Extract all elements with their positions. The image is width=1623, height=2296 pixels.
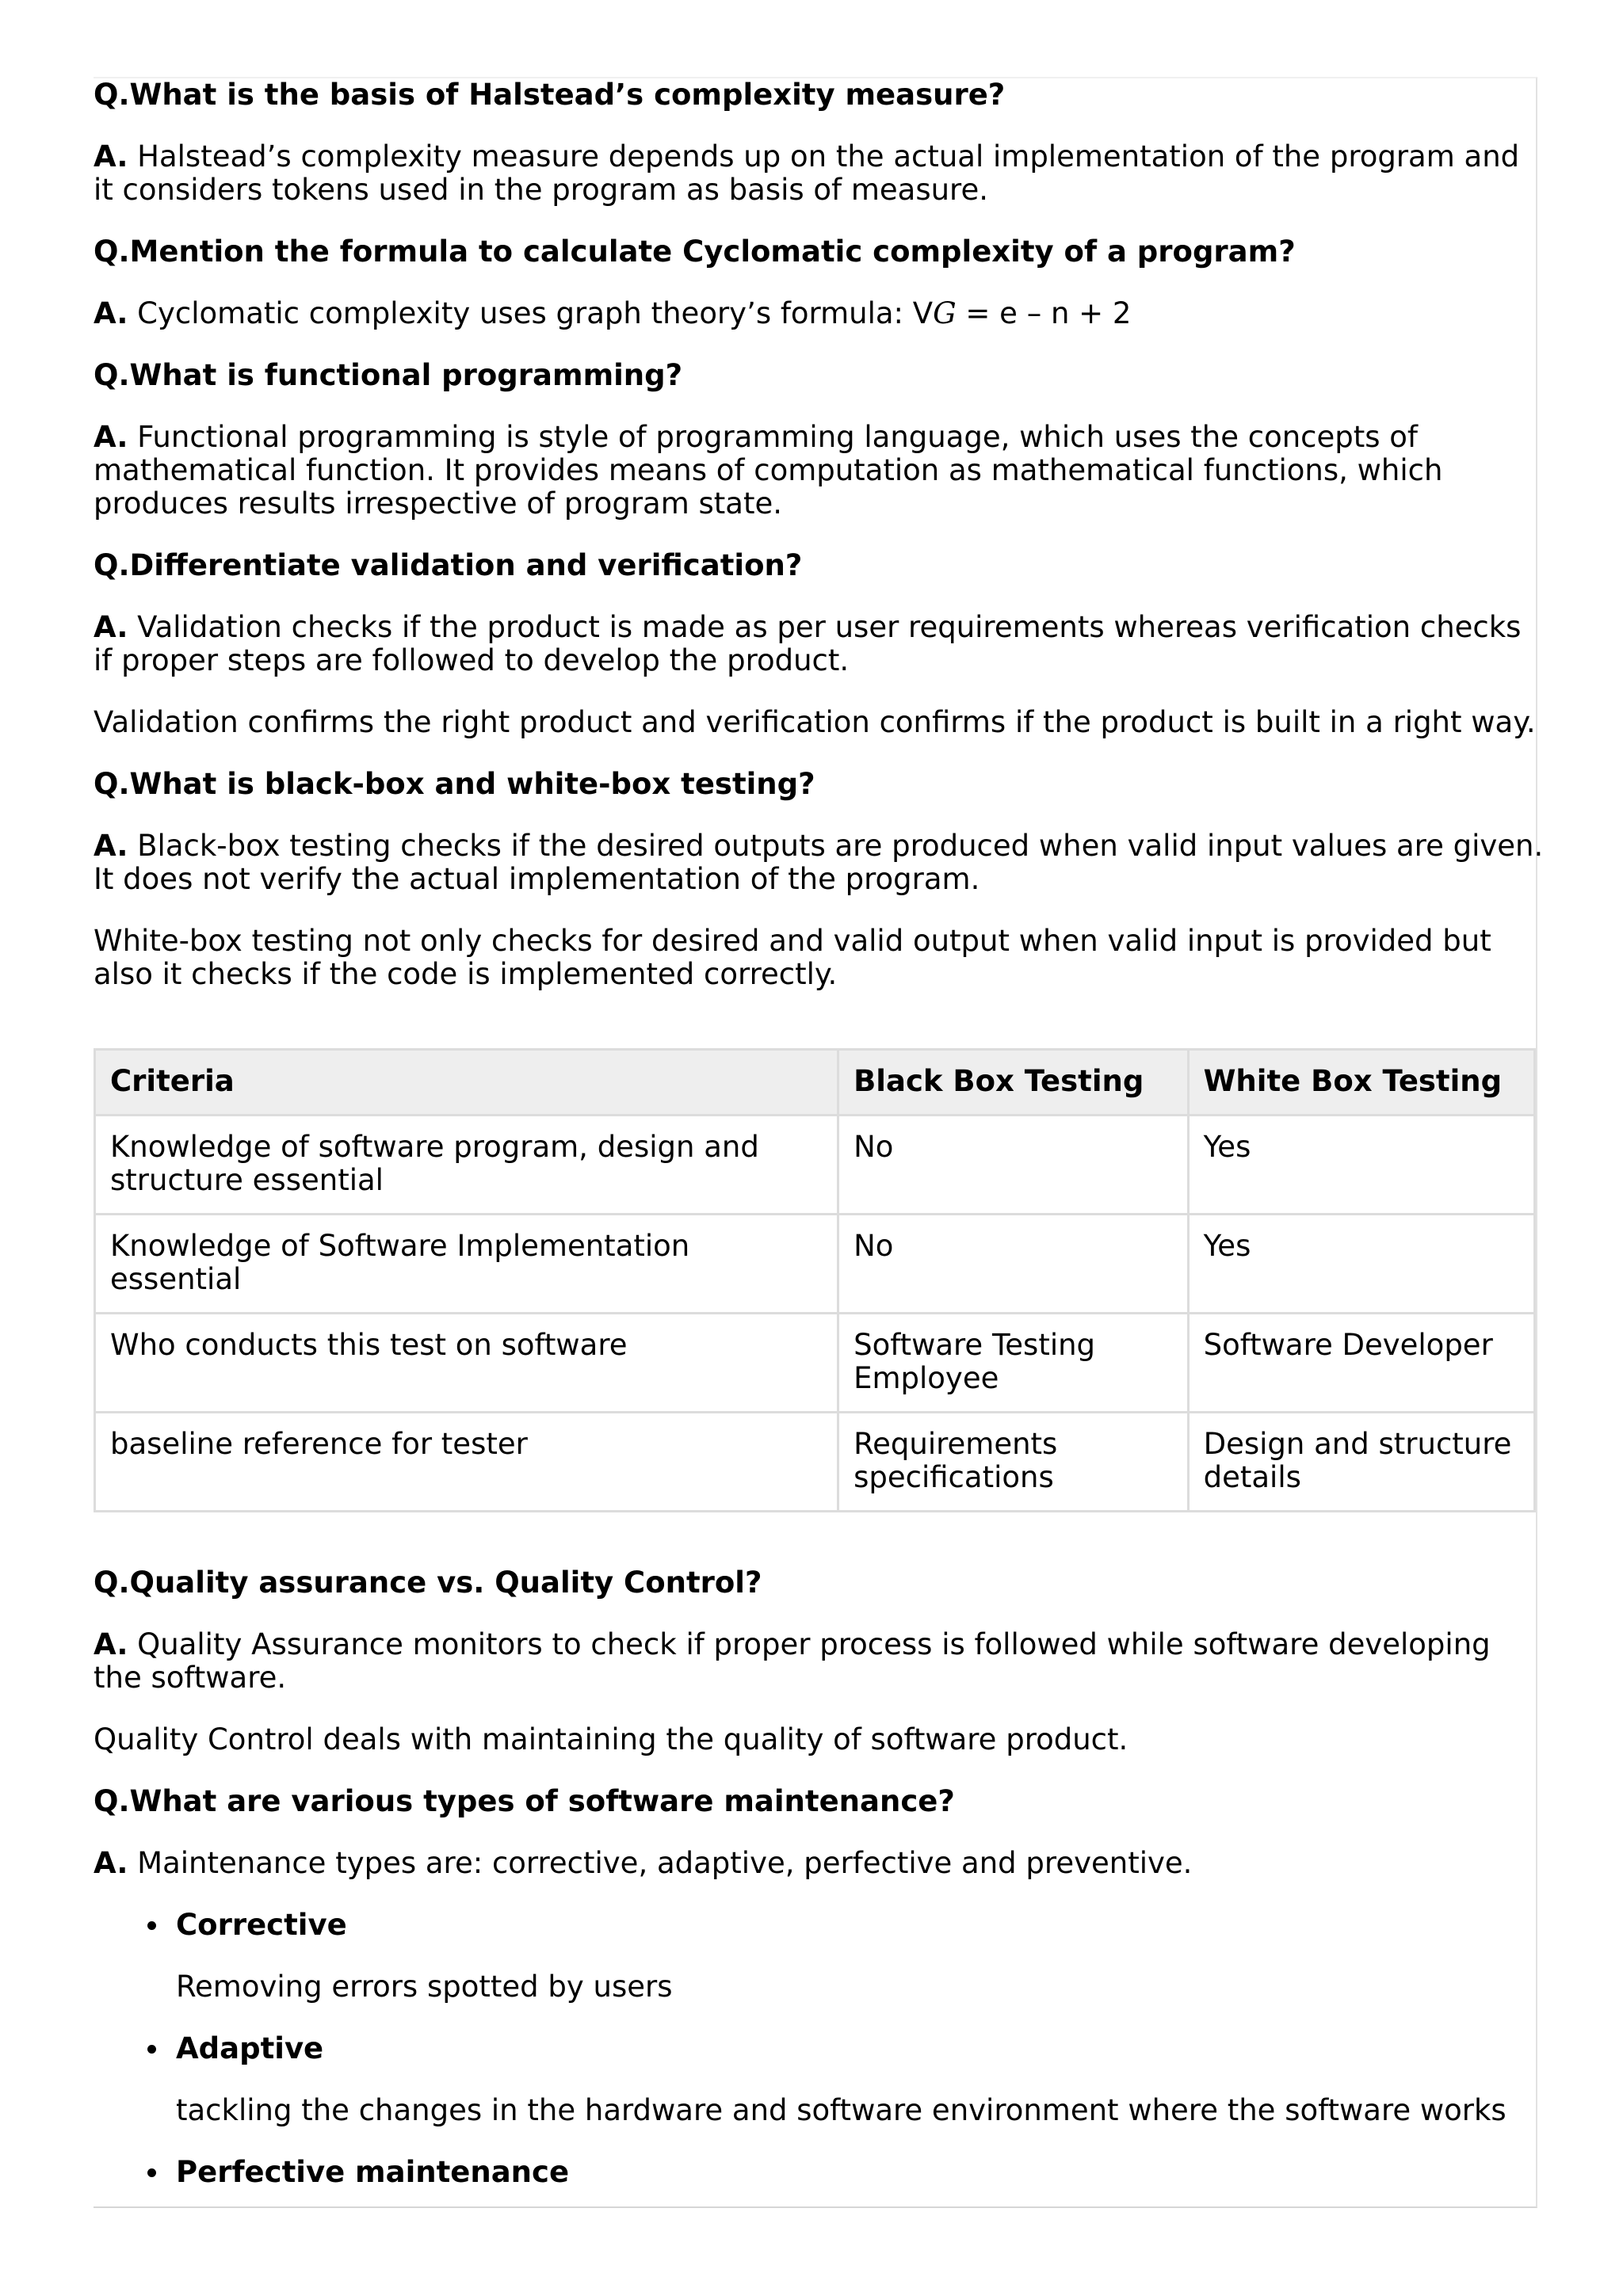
answer-prefix: A.	[94, 1627, 128, 1661]
question-maintenance: Q.What are various types of software maintenance?	[94, 1784, 955, 1818]
answer-quality	[94, 1628, 1544, 1695]
bullet-icon	[147, 2045, 156, 2054]
question-functional: Q.What is functional programming?	[94, 358, 683, 392]
list-item-desc: Removing errors spotted by users	[176, 1970, 673, 2004]
table-cell: Requirements specifications	[838, 1413, 1189, 1512]
answer-validation	[94, 611, 1544, 677]
question-quality: Q.Quality assurance vs. Quality Control?	[94, 1566, 762, 1600]
table-row	[95, 1314, 1535, 1413]
table-cell: No	[838, 1215, 1189, 1314]
list-item-title: Adaptive	[176, 2031, 324, 2065]
answer-quality-extra: Quality Control deals with maintaining the quality of software product.	[94, 1722, 1128, 1756]
answer-text: Maintenance types are: corrective, adaptive, perfective and preventive.	[137, 1846, 1193, 1880]
table-cell: Yes	[1188, 1116, 1534, 1215]
answer-box-testing	[94, 830, 1544, 896]
table-cell: baseline reference for tester	[95, 1413, 838, 1512]
answer-prefix: A.	[94, 1846, 128, 1880]
question-validation: Q.Differentiate validation and verification?	[94, 548, 803, 582]
answer-maintenance	[94, 1847, 1544, 1880]
table-header-cell: Criteria	[95, 1050, 838, 1116]
table-cell: Software Developer	[1188, 1314, 1534, 1413]
maintenance-list	[94, 1909, 1544, 2189]
answer-text: Halstead’s complexity measure depends up on the actual implementation of the program and it considers tokens used in the program as basis of measure.	[94, 139, 1520, 207]
table-cell: Knowledge of software program, design and structure essential	[95, 1116, 838, 1215]
list-item-desc: tackling the changes in the hardware and software environment where the software works	[176, 2093, 1507, 2127]
answer-halstead	[94, 140, 1544, 207]
answer-text: Functional programming is style of programming language, which uses the concepts of mathematical function. It provides means of computation as mathematical functions, which produces results irrespective of program state.	[94, 420, 1443, 521]
table-cell: Knowledge of Software Implementation essential	[95, 1215, 838, 1314]
table-row	[95, 1215, 1535, 1314]
question-halstead: Q.What is the basis of Halstead’s complexity measure?	[94, 78, 1006, 112]
list-item	[176, 2032, 1544, 2127]
document-content	[94, 78, 1544, 2218]
list-item-title: Corrective	[176, 1908, 347, 1942]
table-row	[95, 1413, 1535, 1512]
table-cell: Design and structure details	[1188, 1413, 1534, 1512]
answer-text: Quality Assurance monitors to check if proper process is followed while software developing the software.	[94, 1627, 1491, 1695]
answer-prefix: A.	[94, 420, 128, 454]
comparison-table	[94, 1048, 1536, 1512]
document-page	[94, 77, 1544, 2208]
formula-subscript-g: G	[933, 296, 957, 330]
list-item	[176, 2156, 1544, 2189]
question-box-testing: Q.What is black-box and white-box testing?	[94, 767, 815, 801]
table-header-cell: White Box Testing	[1188, 1050, 1534, 1116]
table-header-row	[95, 1050, 1535, 1116]
bullet-icon	[147, 1921, 156, 1930]
answer-validation-extra: Validation confirms the right product and verification confirms if the product is built in a right way.	[94, 705, 1536, 739]
question-cyclomatic: Q.Mention the formula to calculate Cyclomatic complexity of a program?	[94, 235, 1296, 269]
answer-functional	[94, 421, 1544, 521]
answer-prefix: A.	[94, 610, 128, 644]
answer-prefix: A.	[94, 829, 128, 863]
answer-text: Black-box testing checks if the desired outputs are produced when valid input values are given. It does not verify the actual implementation of the program.	[94, 829, 1544, 896]
table-cell: No	[838, 1116, 1189, 1215]
table-header-cell: Black Box Testing	[838, 1050, 1189, 1116]
answer-text: Validation checks if the product is made as per user requirements whereas verification checks if proper steps are followed to develop the product.	[94, 610, 1522, 677]
bullet-icon	[147, 2168, 156, 2177]
answer-cyclomatic	[94, 297, 1544, 330]
list-item	[176, 1909, 1544, 2004]
answer-text-pre: Cyclomatic complexity uses graph theory’s formula: V	[137, 296, 934, 330]
answer-box-testing-extra: White-box testing not only checks for desired and valid output when valid input is provided but also it checks if the code is implemented correctly.	[94, 924, 1491, 991]
table-row	[95, 1116, 1535, 1215]
answer-prefix: A.	[94, 139, 128, 174]
table-cell: Who conducts this test on software	[95, 1314, 838, 1413]
list-item-title: Perfective maintenance	[176, 2155, 570, 2189]
answer-text-post: = e – n + 2	[956, 296, 1132, 330]
table-cell: Yes	[1188, 1215, 1534, 1314]
answer-prefix: A.	[94, 296, 128, 330]
table-cell: Software Testing Employee	[838, 1314, 1189, 1413]
